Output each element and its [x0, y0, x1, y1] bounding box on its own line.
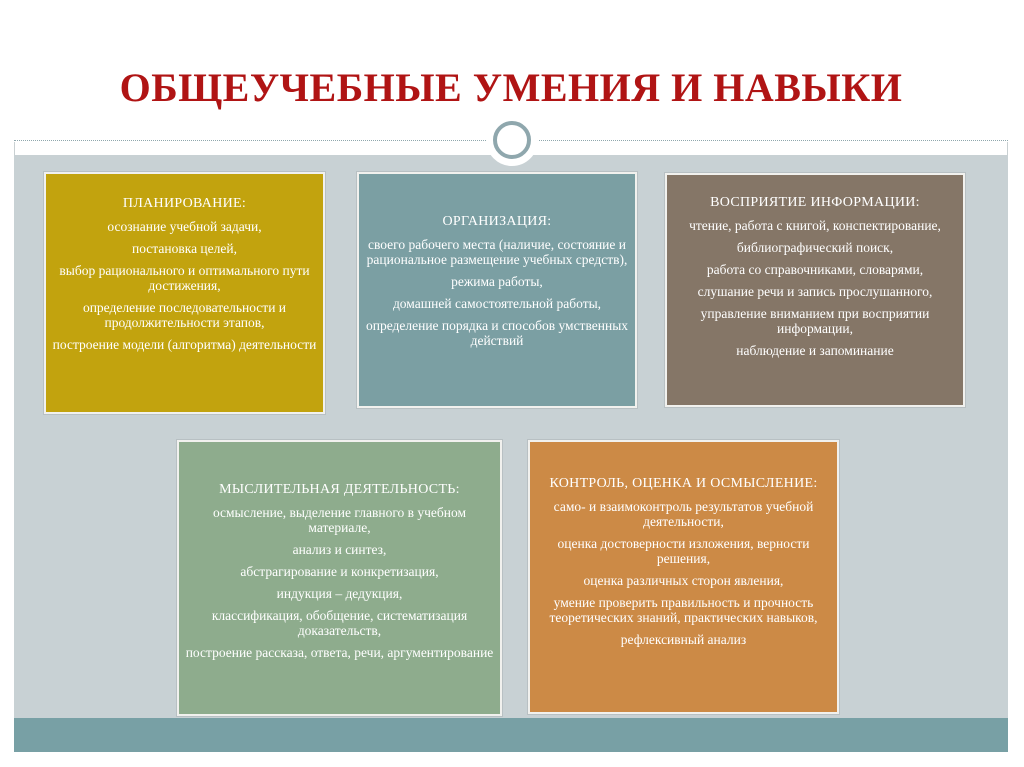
card-item: работа со справочниками, словарями,: [706, 262, 924, 277]
bottom-accent-bar: [14, 718, 1008, 752]
card-item: библиографический поиск,: [736, 240, 894, 255]
card-control: [528, 440, 839, 714]
card-item: определение порядка и способов умственных действий: [365, 318, 629, 348]
card-item: своего рабочего места (наличие, состояние и рациональное размещение учебных средств),: [366, 237, 628, 267]
card-item: рефлексивный анализ: [620, 632, 747, 647]
card-thinking: [177, 440, 502, 716]
card-item: умение проверить правильность и прочность теоретических знаний, практических навыков,: [549, 595, 818, 625]
ring-inner-icon: [493, 121, 531, 159]
card-item: оценка различных сторон явления,: [583, 573, 784, 588]
card-item: само- и взаимоконтроль результатов учебной деятельности,: [553, 499, 814, 529]
card-heading: ВОСПРИЯТИЕ ИНФОРМАЦИИ:: [710, 195, 920, 210]
ring-ornament-icon: [486, 114, 538, 166]
card-item: выбор рационального и оптимального пути достижения,: [59, 263, 310, 293]
card-item: построение модели (алгоритма) деятельности: [52, 337, 317, 352]
card-item: анализ и синтез,: [292, 542, 387, 557]
card-item: индукция – дедукция,: [276, 586, 403, 601]
card-item: слушание речи и запись прослушанного,: [697, 284, 933, 299]
card-heading: ПЛАНИРОВАНИЕ:: [122, 196, 247, 211]
card-heading: ОРГАНИЗАЦИЯ:: [442, 214, 552, 229]
card-item: построение рассказа, ответа, речи, аргументирование: [185, 645, 494, 660]
card-perception: [665, 173, 965, 407]
card-item: абстрагирование и конкретизация,: [240, 564, 439, 579]
card-heading: МЫСЛИТЕЛЬНАЯ ДЕЯТЕЛЬНОСТЬ:: [219, 482, 460, 497]
card-item: осознание учебной задачи,: [107, 219, 262, 234]
card-item: наблюдение и запоминание: [736, 343, 894, 358]
card-planning: [44, 172, 325, 414]
card-item: постановка целей,: [132, 241, 237, 256]
card-item: определение последовательности и продолжительности этапов,: [82, 300, 287, 330]
card-organization: [357, 172, 637, 408]
card-item: чтение, работа с книгой, конспектирование,: [689, 218, 941, 233]
card-item: осмысление, выделение главного в учебном материале,: [212, 505, 467, 535]
card-item: классификация, обобщение, систематизация доказательств,: [211, 608, 468, 638]
card-item: режима работы,: [451, 274, 543, 289]
slide-title: ОБЩЕУЧЕБНЫЕ УМЕНИЯ И НАВЫКИ: [119, 65, 903, 110]
card-item: домашней самостоятельной работы,: [392, 296, 602, 311]
card-heading: КОНТРОЛЬ, ОЦЕНКА И ОСМЫСЛЕНИЕ:: [549, 476, 818, 491]
card-item: управление вниманием при восприятии информации,: [700, 306, 930, 336]
card-item: оценка достоверности изложения, верности решения,: [557, 536, 810, 566]
